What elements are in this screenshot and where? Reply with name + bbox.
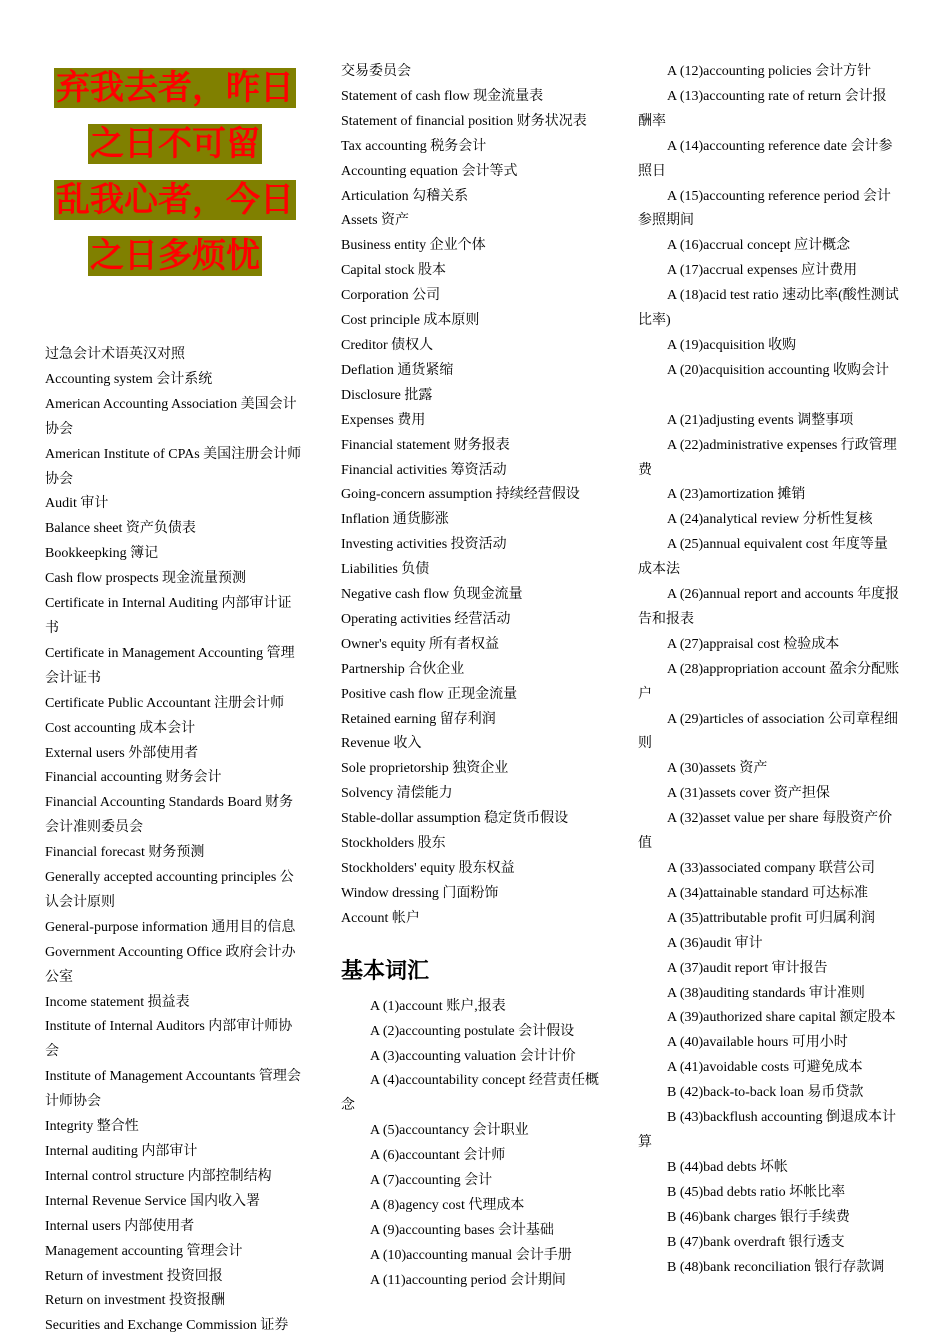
glossary-entry: Institute of Management Accountants 管理会计师协会	[45, 1069, 301, 1110]
glossary-entry: Deflation 通货紧缩	[341, 362, 454, 378]
glossary-entry: Statement of financial position 财务状况表	[341, 113, 587, 129]
glossary-entry: A (10)accounting manual 会计手册	[370, 1247, 572, 1263]
glossary-entry: Securities and Exchange Commission 证券	[45, 1318, 289, 1334]
section-heading: 基本词汇	[341, 958, 430, 984]
glossary-entry: A (11)accounting period 会计期间	[370, 1272, 566, 1288]
glossary-entry: Accounting system 会计系统	[45, 371, 213, 387]
glossary-entry: A (4)accountability concept 经营责任概念	[341, 1073, 599, 1114]
glossary-entry: A (39)authorized share capital 额定股本	[667, 1010, 896, 1026]
glossary-entry: A (20)acquisition accounting 收购会计	[667, 362, 890, 378]
glossary-entry: Financial accounting 财务会计	[45, 770, 222, 786]
glossary-entry: B (45)bad debts ratio 坏帐比率	[667, 1184, 846, 1200]
glossary-entry: A (24)analytical review 分析性复核	[667, 512, 873, 528]
glossary-entry: A (6)accountant 会计师	[370, 1148, 506, 1164]
poem-line	[45, 176, 305, 232]
glossary-entry: A (5)accountancy 会计职业	[370, 1123, 529, 1139]
glossary-entry: Financial statement 财务报表	[341, 437, 510, 453]
glossary-entry: 过急会计术语英汉对照	[45, 347, 185, 362]
glossary-entry: A (8)agency cost 代理成本	[370, 1197, 525, 1213]
glossary-entry: A (2)accounting postulate 会计假设	[370, 1023, 575, 1039]
glossary-entry: Sole proprietorship 独资企业	[341, 761, 509, 777]
glossary-entry: Tax accounting 税务会计	[341, 138, 487, 154]
glossary-entry: Audit 审计	[45, 496, 109, 512]
glossary-entry: 交易委员会	[341, 64, 411, 79]
glossary-entry: Financial Accounting Standards Board 财务会计准则委员会	[45, 795, 294, 836]
glossary-entry: A (28)appropriation account 盈余分配账户	[638, 661, 900, 702]
glossary-entry: Negative cash flow 负现金流量	[341, 587, 523, 603]
glossary-entry: A (1)account 账户,报表	[370, 998, 506, 1014]
glossary-entry: B (43)backflush accounting 倒退成本计算	[638, 1110, 897, 1150]
glossary-entry: Owner's equity 所有者权益	[341, 636, 500, 652]
glossary-entry: Capital stock 股本	[341, 263, 446, 279]
glossary-entry: B (47)bank overdraft 银行透支	[667, 1234, 845, 1250]
glossary-entry: Positive cash flow 正现金流量	[341, 686, 518, 702]
glossary-entry: Solvency 清偿能力	[341, 786, 453, 802]
glossary-entry: A (30)assets 资产	[667, 761, 768, 777]
glossary-entry: A (35)attributable profit 可归属利润	[667, 910, 876, 926]
glossary-entry: A (32)asset value per share 每股资产价值	[638, 811, 893, 852]
glossary-entry: Cost accounting 成本会计	[45, 720, 196, 736]
glossary-entry: B (46)bank charges 银行手续费	[667, 1209, 850, 1225]
glossary-entry: A (38)auditing standards 审计准则	[667, 985, 865, 1001]
glossary-entry: External users 外部使用者	[45, 745, 199, 761]
glossary-entry: A (18)acid test ratio 速动比率(酸性测试比率)	[638, 288, 899, 329]
glossary-entry: A (15)accounting reference period 会计参照期间	[638, 188, 891, 229]
glossary-entry: Internal users 内部使用者	[45, 1218, 195, 1234]
glossary-entry: Certificate in Management Accounting 管理会计证书	[45, 645, 295, 686]
glossary-entry	[638, 384, 900, 409]
glossary-list-left	[45, 343, 305, 1339]
glossary-entry: A (14)accounting reference date 会计参照日	[638, 138, 893, 179]
glossary-entry: A (37)audit report 审计报告	[667, 960, 828, 976]
glossary-entry: Account 帐户	[341, 910, 420, 926]
glossary-entry: Stockholders 股东	[341, 836, 446, 852]
glossary-entry: Income statement 损益表	[45, 994, 190, 1010]
glossary-entry: A (13)accounting rate of return 会计报酬率	[638, 88, 887, 129]
basic-vocabulary-list-continued	[638, 60, 900, 1280]
poem-text: 乱我心者，今日	[56, 180, 294, 220]
glossary-entry: American Institute of CPAs 美国注册会计师协会	[45, 446, 302, 487]
glossary-entry: A (34)attainable standard 可达标准	[667, 885, 869, 901]
glossary-list-middle	[341, 60, 599, 932]
glossary-entry: Business entity 企业个体	[341, 238, 486, 254]
glossary-entry: Return of investment 投资回报	[45, 1268, 223, 1284]
glossary-entry: Cash flow prospects 现金流量预测	[45, 571, 247, 587]
glossary-entry: Assets 资产	[341, 213, 410, 229]
glossary-entry: Internal control structure 内部控制结构	[45, 1168, 272, 1184]
glossary-entry: Government Accounting Office 政府会计办公室	[45, 944, 296, 985]
glossary-entry: Financial forecast 财务预测	[45, 845, 205, 861]
glossary-entry: A (12)accounting policies 会计方针	[667, 64, 872, 79]
glossary-entry: A (36)audit 审计	[667, 935, 763, 951]
glossary-entry: Management accounting 管理会计	[45, 1243, 243, 1259]
glossary-entry: Bookkeepking 簿记	[45, 546, 159, 562]
glossary-entry: A (29)articles of association 公司章程细则	[638, 711, 898, 752]
glossary-entry: B (42)back-to-back loan 易币贷款	[667, 1085, 864, 1101]
glossary-entry: Statement of cash flow 现金流量表	[341, 88, 544, 104]
glossary-entry: Institute of Internal Auditors 内部审计师协会	[45, 1019, 293, 1060]
glossary-entry: A (41)avoidable costs 可避免成本	[667, 1060, 863, 1076]
basic-vocabulary-list	[341, 995, 599, 1294]
glossary-entry: Accounting equation 会计等式	[341, 163, 518, 179]
poem-text: 弃我去者，昨日	[56, 68, 294, 108]
glossary-entry: A (25)annual equivalent cost 年度等量成本法	[638, 537, 888, 578]
glossary-entry: A (22)administrative expenses 行政管理费	[638, 437, 897, 478]
glossary-entry: Internal Revenue Service 国内收入署	[45, 1193, 260, 1209]
glossary-entry: Retained earning 留存利润	[341, 711, 496, 727]
glossary-entry: A (9)accounting bases 会计基础	[370, 1222, 554, 1238]
glossary-entry: Return on investment 投资报酬	[45, 1293, 226, 1309]
poem-line	[45, 232, 305, 288]
glossary-entry: A (26)annual report and accounts 年度报告和报表	[638, 587, 900, 627]
glossary-entry: Going-concern assumption 持续经营假设	[341, 487, 580, 503]
glossary-entry: A (31)assets cover 资产担保	[667, 786, 830, 802]
poem-line	[45, 120, 305, 176]
glossary-entry: A (7)accounting 会计	[370, 1173, 493, 1189]
glossary-entry: Inflation 通货膨涨	[341, 512, 449, 528]
glossary-entry: Corporation 公司	[341, 288, 441, 304]
glossary-entry: Articulation 勾稽关系	[341, 188, 469, 204]
glossary-entry: A (17)accrual expenses 应计费用	[667, 263, 858, 279]
glossary-entry: A (27)appraisal cost 检验成本	[667, 636, 840, 652]
glossary-entry: Stockholders' equity 股东权益	[341, 861, 515, 876]
glossary-entry: Operating activities 经营活动	[341, 611, 511, 627]
glossary-entry: B (44)bad debts 坏帐	[667, 1159, 788, 1175]
glossary-entry: Stable-dollar assumption 稳定货币假设	[341, 811, 569, 827]
glossary-entry: Financial activities 筹资活动	[341, 462, 507, 478]
glossary-entry: A (21)adjusting events 调整事项	[667, 412, 854, 428]
glossary-entry: Disclosure 批露	[341, 387, 433, 403]
glossary-entry: Revenue 收入	[341, 736, 422, 752]
glossary-entry: Investing activities 投资活动	[341, 537, 507, 553]
glossary-entry: Internal auditing 内部审计	[45, 1144, 198, 1159]
glossary-entry: A (3)accounting valuation 会计计价	[370, 1048, 576, 1064]
glossary-entry: American Accounting Association 美国会计协会	[45, 396, 297, 437]
column-left	[45, 60, 305, 1339]
poem-text: 之日不可留	[90, 124, 260, 164]
glossary-entry: General-purpose information 通用目的信息	[45, 919, 296, 935]
column-right	[638, 60, 900, 1280]
glossary-entry: Expenses 费用	[341, 412, 426, 428]
glossary-entry: Creditor 债权人	[341, 337, 434, 353]
glossary-entry: B (48)bank reconciliation 银行存款调	[667, 1259, 885, 1275]
glossary-entry: A (16)accrual concept 应计概念	[667, 238, 851, 254]
poem-line	[45, 64, 305, 120]
glossary-entry: A (19)acquisition 收购	[667, 337, 797, 353]
glossary-entry: Cost principle 成本原则	[341, 313, 480, 329]
glossary-entry: Certificate Public Accountant 注册会计师	[45, 695, 285, 711]
glossary-entry: Certificate in Internal Auditing 内部审计证书	[45, 596, 292, 636]
glossary-entry: Partnership 合伙企业	[341, 661, 465, 677]
poem-text: 之日多烦忧	[90, 236, 260, 276]
glossary-entry: A (33)associated company 联营公司	[667, 861, 876, 876]
glossary-entry: Integrity 整合性	[45, 1119, 139, 1135]
glossary-entry: A (40)available hours 可用小时	[667, 1035, 848, 1051]
column-middle	[341, 60, 599, 1294]
glossary-entry: Balance sheet 资产负债表	[45, 521, 196, 537]
glossary-entry: Generally accepted accounting principles 公认会计原则	[45, 870, 294, 910]
poem-block	[45, 64, 305, 288]
glossary-entry: Window dressing 门面粉饰	[341, 885, 499, 901]
glossary-entry: A (23)amortization 摊销	[667, 487, 806, 503]
glossary-entry: Liabilities 负债	[341, 562, 430, 578]
